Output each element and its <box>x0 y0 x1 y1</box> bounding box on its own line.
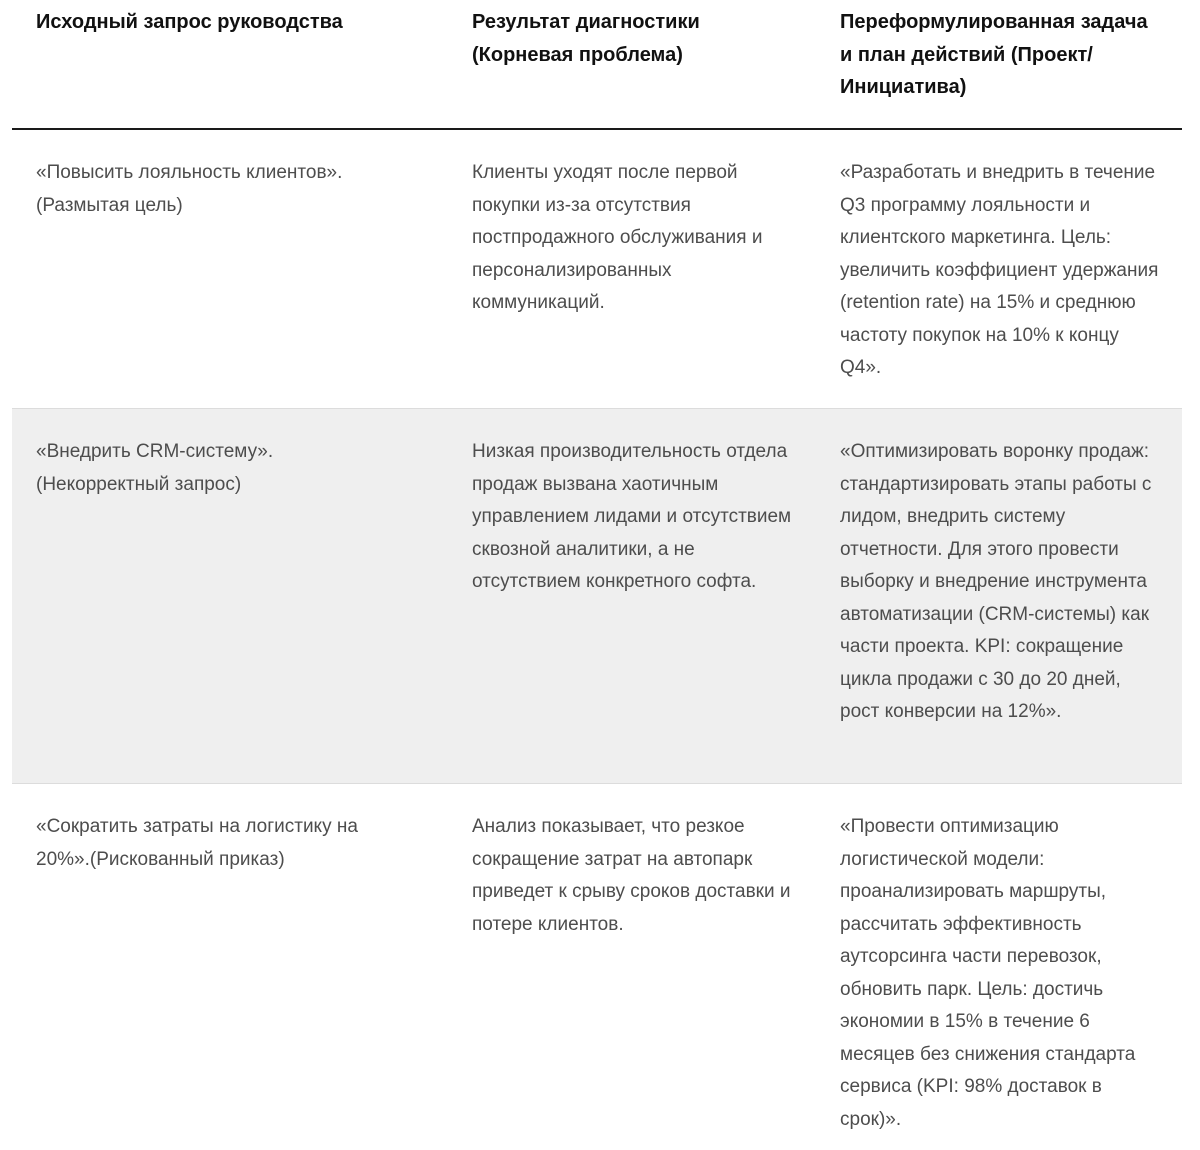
table-row <box>12 130 1182 409</box>
cell-plan: «Оптимизировать воронку продаж: стандартизировать этапы работы с лидом, внедрить систему отчетности. Для этого провести выборку и внедрение инструмента автоматизации (CRM-системы) как части проекта. KPI: сокращение цикла продажи с 30 до 20 дней, рост конверсии на 12%». <box>840 441 1152 722</box>
table-row <box>12 784 1182 1150</box>
header-diagnosis: Результат диагностики (Корневая проблема) <box>472 11 700 66</box>
cell-diagnosis: Анализ показывает, что резкое сокращение затрат на автопарк приведет к срыву сроков доставки и потере клиентов. <box>472 816 791 935</box>
header-plan: Переформулированная задача и план действий (Проект/ Инициатива) <box>840 11 1148 98</box>
cell-plan: «Разработать и внедрить в течение Q3 программу лояльности и клиентского маркетинга. Цель: увеличить коэффициент удержания (retention rate) на 15% и среднюю частоту покупок на 10% к концу Q4». <box>840 162 1159 378</box>
cell-request: «Сократить затраты на логистику на 20%».(Рискованный приказ) <box>36 816 358 870</box>
header-request: Исходный запрос руководства <box>36 11 343 33</box>
table-header <box>12 0 1182 130</box>
cell-diagnosis: Клиенты уходят после первой покупки из-за отсутствия постпродажного обслуживания и персонализированных коммуникаций. <box>472 162 763 313</box>
cell-request: «Внедрить CRM-систему». (Некорректный запрос) <box>36 441 274 495</box>
cell-request: «Повысить лояльность клиентов». (Размытая цель) <box>36 162 343 216</box>
table-row <box>12 409 1182 784</box>
comparison-table <box>12 0 1182 1150</box>
cell-plan: «Провести оптимизацию логистической модели: проанализировать маршруты, рассчитать эффективность аутсорсинга части перевозок, обновить парк. Цель: достичь экономии в 15% в течение 6 месяцев без снижения стандарта сервиса (KPI: 98% доставок в срок)». <box>840 816 1136 1130</box>
cell-diagnosis: Низкая производительность отдела продаж вызвана хаотичным управлением лидами и отсутствием сквозной аналитики, а не отсутствием конкретного софта. <box>472 441 792 592</box>
